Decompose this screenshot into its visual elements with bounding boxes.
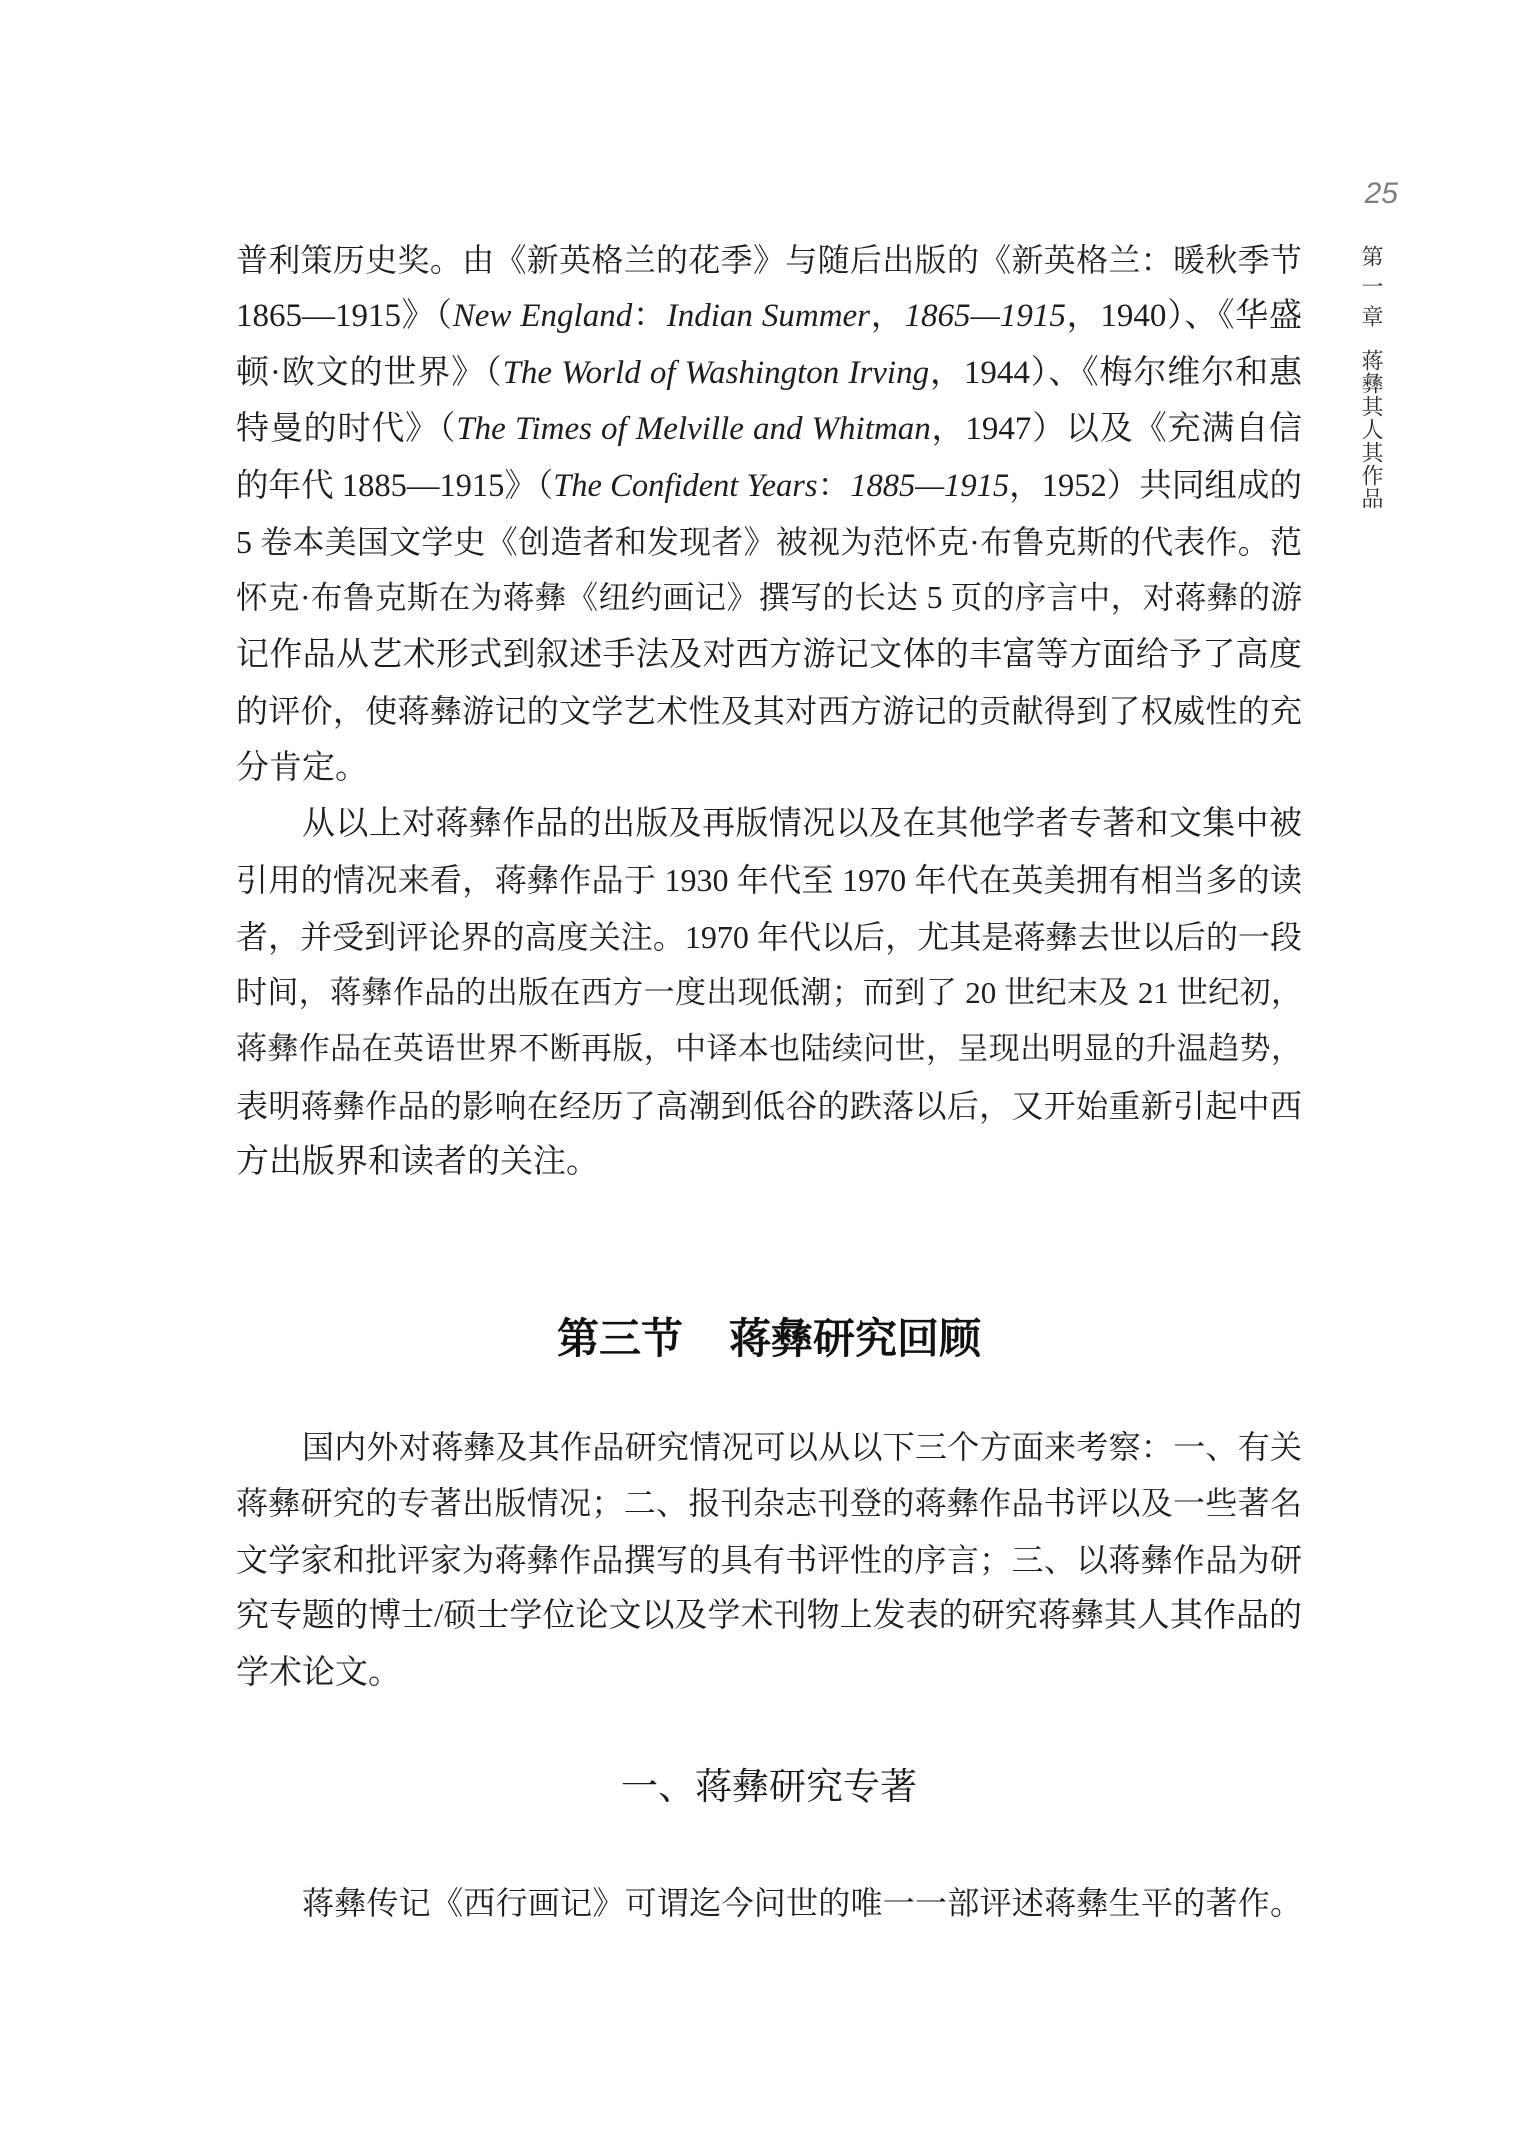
- text-line: [236, 570, 1302, 626]
- chapter-label: 第一章: [1359, 245, 1384, 335]
- paragraph-continued: [236, 232, 1302, 796]
- text-line: [236, 740, 1302, 796]
- text-run: 引用的情况来看，蒋彝作品于 1930 年代至 1970 年代在英美拥有相当多的读: [236, 862, 1302, 899]
- paragraph: [236, 1419, 1302, 1701]
- running-header: [1359, 245, 1383, 510]
- text-run: 方出版界和读者的关注。: [236, 1144, 599, 1181]
- text-line: [236, 1645, 1302, 1701]
- text-run: 学术论文。: [236, 1654, 401, 1691]
- text-run: 的评价，使蒋彝游记的文学艺术性及其对西方游记的贡献得到了权威性的充: [236, 693, 1302, 730]
- text-run: 蒋彝传记《西行画记》可谓迄今问世的唯一一部评述蒋彝生平的著作。: [302, 1885, 1302, 1921]
- text-run: 顿·欧文的世界》（: [236, 354, 503, 391]
- italic-title: 1865—1915: [904, 298, 1066, 335]
- text-run: 时间，蒋彝作品的出版在西方一度出现低潮；而到了 20 世纪末及 21 世纪初，: [236, 975, 1302, 1011]
- text-line: [236, 1588, 1302, 1644]
- text-run: 表明蒋彝作品的影响在经历了高潮到低谷的跌落以后，又开始重新引起中西: [236, 1087, 1302, 1124]
- italic-title: The World of Washington Irving: [502, 354, 930, 391]
- text-run: 的年代 1885—1915》（: [236, 467, 554, 504]
- italic-title: The Confident Years: [553, 467, 818, 504]
- subsection-heading: 一、蒋彝研究专著: [621, 1767, 917, 1808]
- text-line: [236, 1134, 1302, 1190]
- text-run: 蒋彝研究的专著出版情况；二、报刊杂志刊登的蒋彝作品书评以及一些著名: [236, 1485, 1302, 1522]
- text-line: [236, 288, 1302, 344]
- text-run: 分肯定。: [236, 749, 368, 786]
- text-line: [236, 909, 1302, 965]
- text-line: [236, 345, 1302, 401]
- text-run: 国内外对蒋彝及其作品研究情况可以从以下三个方面来考察：一、有关: [302, 1429, 1302, 1465]
- text-line: [236, 232, 1302, 288]
- text-line: [236, 965, 1302, 1021]
- text-line: [236, 1021, 1302, 1077]
- text-line: [236, 401, 1302, 457]
- text-run: 5 卷本美国文学史《创造者和发现者》被视为范怀克·布鲁克斯的代表作。范: [236, 523, 1302, 560]
- section-heading: [236, 1310, 1302, 1370]
- text-run: ，1940）、《华盛: [1065, 298, 1303, 335]
- text-run: 从以上对蒋彝作品的出版及再版情况以及在其他学者专著和文集中被: [302, 805, 1302, 842]
- italic-title: The Times of Melville and Whitman: [456, 411, 931, 448]
- text-line: [236, 1475, 1302, 1531]
- text-run: 者，并受到评论界的高度关注。1970 年代以后，尤其是蒋彝去世以后的一段: [236, 918, 1302, 955]
- italic-title: 1885—1915: [850, 467, 1010, 504]
- italic-title: Indian Summer: [666, 298, 871, 335]
- italic-title: New England: [452, 298, 633, 335]
- body-text-block: [236, 1875, 1302, 1931]
- section-title: 蒋彝研究回顾: [729, 1317, 982, 1363]
- text-run: 特曼的时代》（: [236, 411, 457, 448]
- text-line: [236, 627, 1302, 683]
- text-run: ，1944）、《梅尔维尔和惠: [929, 354, 1302, 391]
- body-text-block: [236, 232, 1302, 1191]
- text-run: 究专题的博士/硕士学位论文以及学术刊物上发表的研究蒋彝其人其作品的: [236, 1598, 1302, 1635]
- text-line: [236, 796, 1302, 852]
- paragraph: [236, 796, 1302, 1191]
- chapter-title: 蒋彝其人其作品: [1359, 349, 1384, 510]
- text-run: ：: [817, 467, 851, 504]
- text-run: ，1952）共同组成的: [1009, 467, 1302, 504]
- text-run: 蒋彝作品在英语世界不断再版，中译本也陆续问世，呈现出明显的升温趋势，: [236, 1031, 1302, 1067]
- text-run: 记作品从艺术形式到叙述手法及对西方游记文体的丰富等方面给予了高度: [236, 636, 1302, 673]
- section-number: 第三节: [556, 1317, 683, 1363]
- text-line: [236, 458, 1302, 514]
- text-run: 怀克·布鲁克斯在为蒋彝《纽约画记》撰写的长达 5 页的序言中，对蒋彝的游: [236, 580, 1302, 616]
- text-line: [236, 1875, 1302, 1931]
- text-run: 文学家和批评家为蒋彝作品撰写的具有书评性的序言；三、以蒋彝作品为研: [236, 1541, 1302, 1578]
- text-line: [236, 1419, 1302, 1475]
- text-line: [236, 1532, 1302, 1588]
- paragraph-continues: [236, 1875, 1302, 1931]
- body-text-block: [236, 1419, 1302, 1701]
- text-run: ，: [870, 298, 905, 335]
- text-line: [236, 1078, 1302, 1134]
- text-run: 1865—1915》（: [236, 298, 453, 335]
- text-line: [236, 514, 1302, 570]
- text-run: 普利策历史奖。由《新英格兰的花季》与随后出版的《新英格兰：暖秋季节: [236, 242, 1302, 278]
- text-line: [236, 683, 1302, 739]
- text-line: [236, 852, 1302, 908]
- text-run: ，1947）以及《充满自信: [930, 411, 1303, 448]
- text-run: ：: [632, 298, 667, 335]
- page-number: 25: [1364, 177, 1398, 210]
